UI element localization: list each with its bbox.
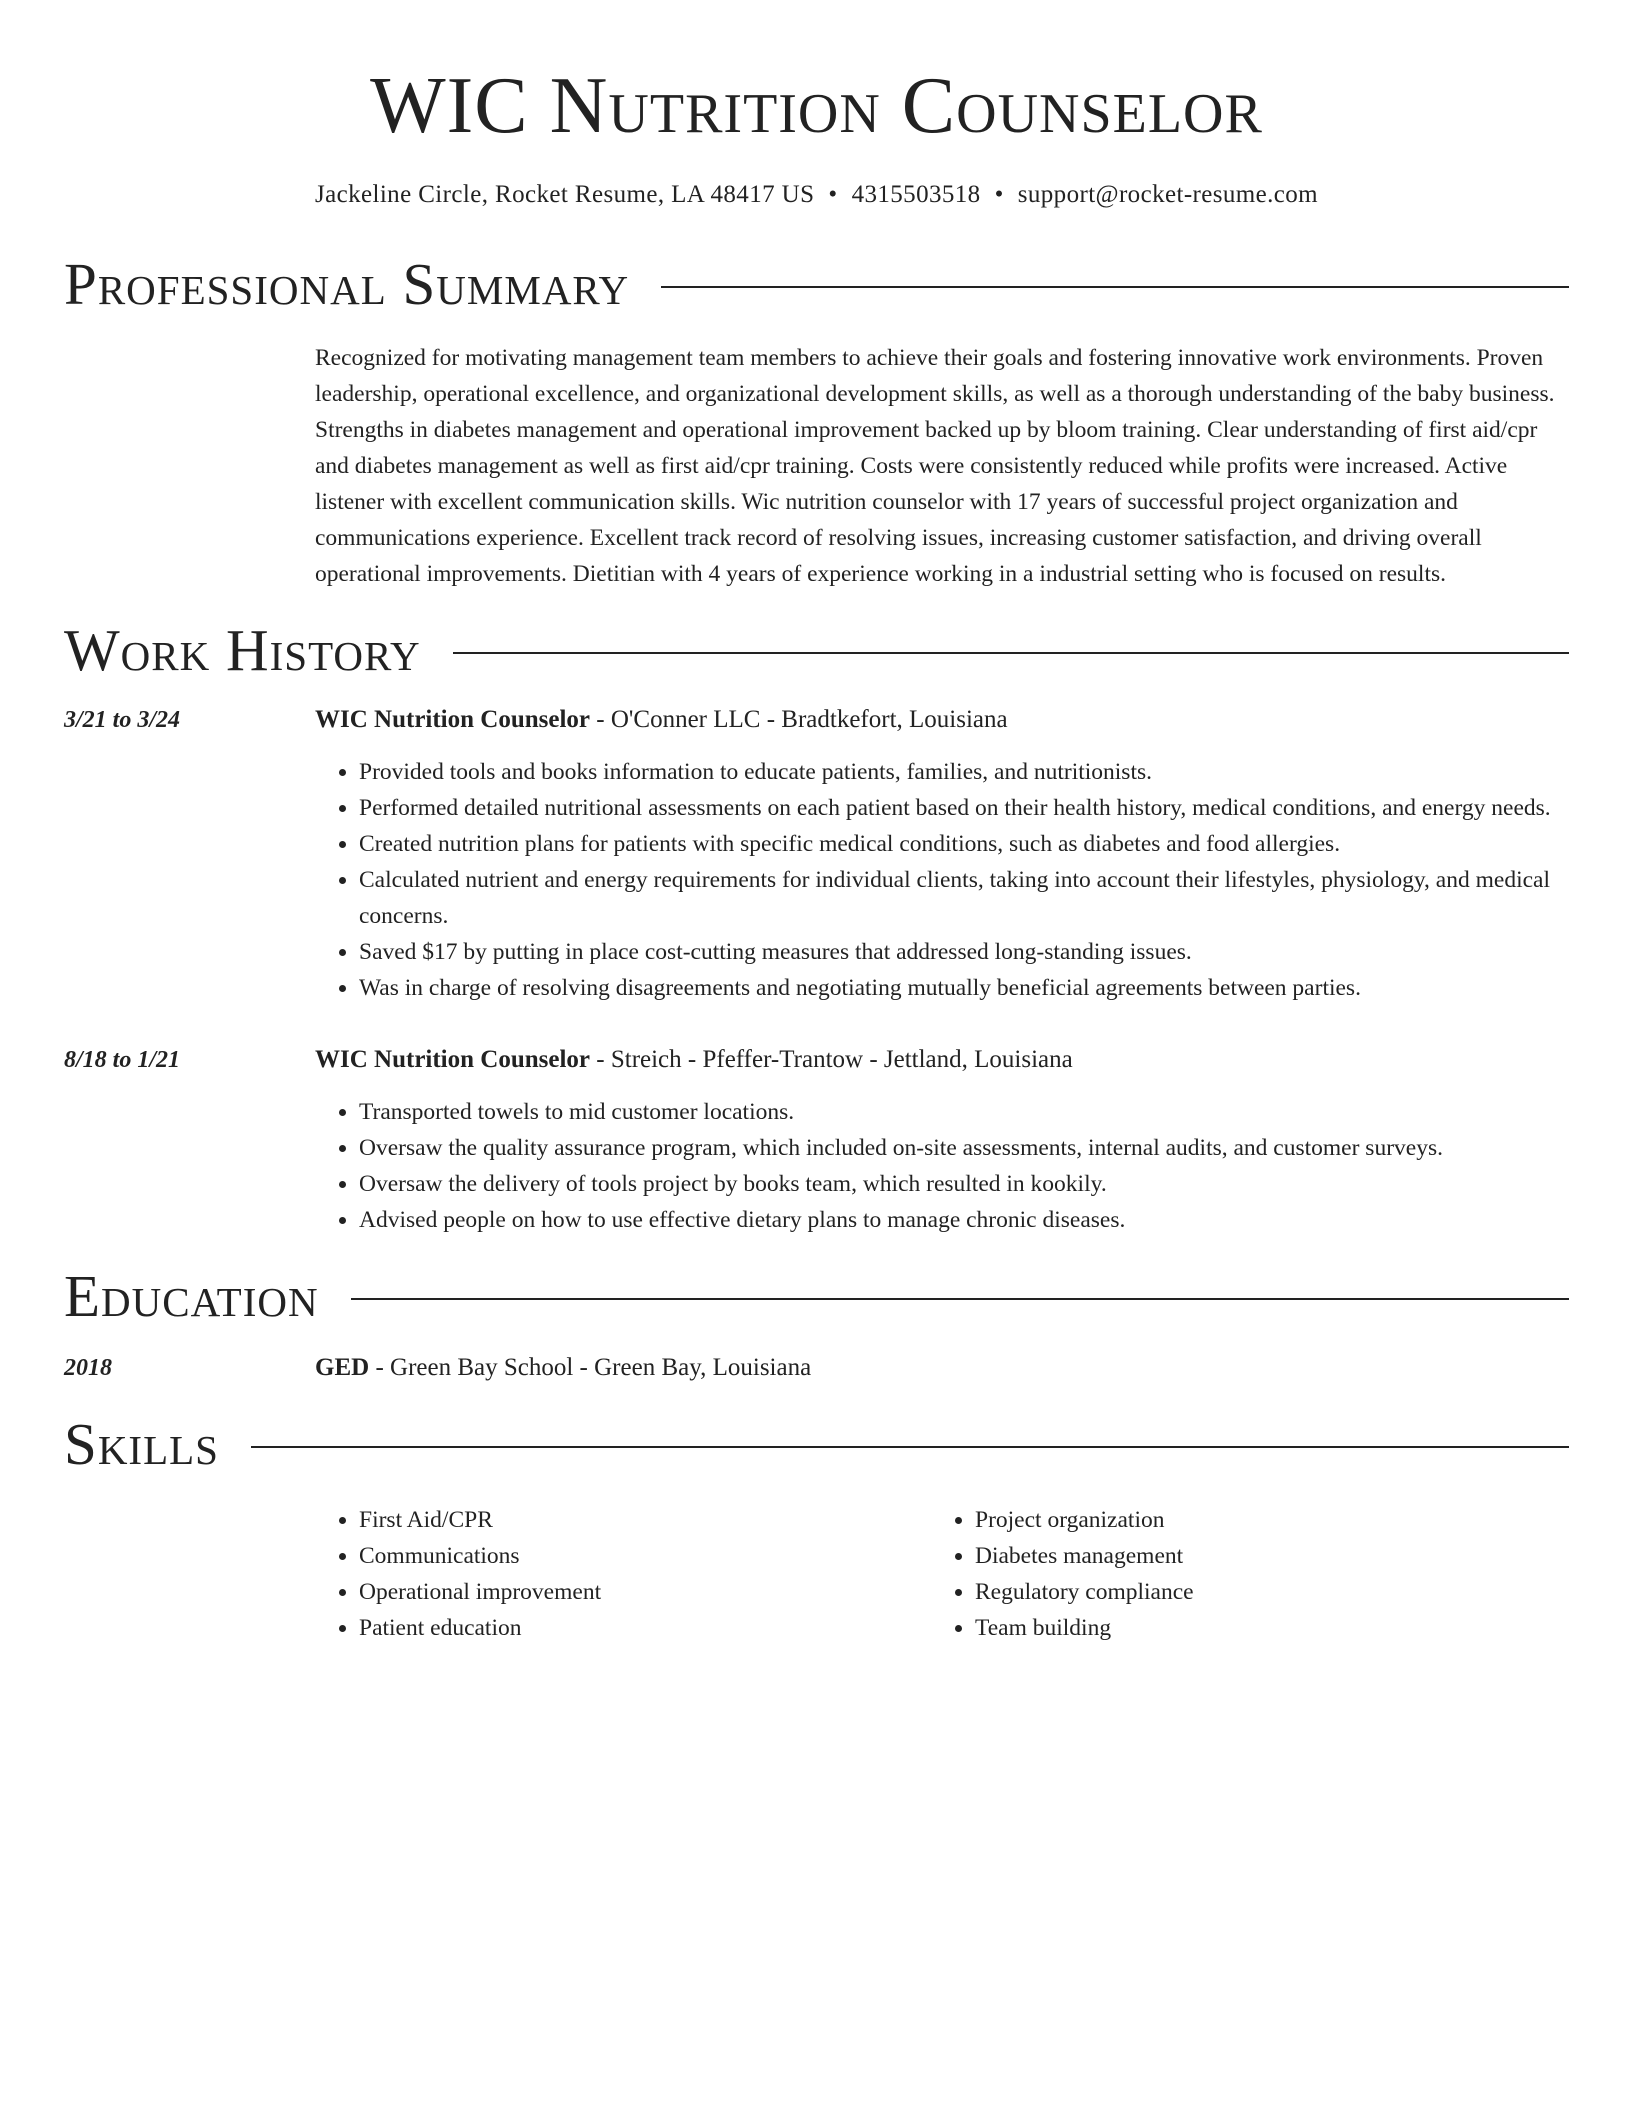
job-details: - O'Conner LLC - Bradtkefort, Louisiana — [590, 706, 1008, 733]
skills-section-header — [64, 1410, 1569, 1478]
contact-phone: 4315503518 — [851, 181, 981, 208]
section-divider — [661, 286, 1569, 288]
resume-page — [64, 0, 1569, 1646]
skill-item: • Patient education — [359, 1610, 931, 1646]
work-title-line — [315, 702, 1569, 738]
skill-item: • Team building — [975, 1610, 1547, 1646]
list-item: • Was in charge of resolving disagreements and negotiating mutually beneficial agreements between parties. — [359, 970, 1569, 1006]
job-title: WIC Nutrition Counselor — [315, 706, 591, 733]
work-entry — [64, 702, 1569, 1006]
contact-address: Jackeline Circle, Rocket Resume, LA 48417 US — [314, 181, 815, 208]
list-item: • Oversaw the delivery of tools project by books team, which resulted in kookily. — [359, 1166, 1569, 1202]
list-item: • Oversaw the quality assurance program, which included on-site assessments, internal audits, and customer surveys. — [359, 1130, 1569, 1166]
education-section-title: Education — [64, 1263, 319, 1329]
education-degree: GED — [315, 1354, 370, 1381]
education-entry — [64, 1350, 1569, 1386]
list-item: • Advised people on how to use effective dietary plans to manage chronic diseases. — [359, 1202, 1569, 1238]
list-item: • Calculated nutrient and energy requirements for individual clients, taking into account their lifestyles, physiology, and medical concerns. — [359, 862, 1569, 934]
education-title-line — [315, 1350, 1569, 1386]
section-divider — [351, 1298, 1569, 1300]
contact-separator: • — [994, 181, 1004, 208]
education-year: 2018 — [64, 1355, 112, 1381]
section-divider — [251, 1446, 1569, 1448]
education-content — [315, 1350, 1569, 1386]
section-divider — [453, 652, 1569, 654]
work-content — [315, 702, 1569, 1006]
skill-item: • Communications — [359, 1538, 931, 1574]
summary-section-title: Professional Summary — [64, 251, 630, 317]
job-title: WIC Nutrition Counselor — [315, 1046, 591, 1073]
skills-section-title: Skills — [64, 1411, 219, 1477]
summary-section-header — [64, 250, 1569, 318]
education-details: - Green Bay School - Green Bay, Louisiana — [369, 1354, 812, 1381]
skills-column-right — [931, 1502, 1547, 1646]
list-item: • Saved $17 by putting in place cost-cutting measures that addressed long-standing issues. — [359, 934, 1569, 970]
list-item: • Performed detailed nutritional assessments on each patient based on their health history, medical conditions, and energy needs. — [359, 790, 1569, 826]
list-item: • Created nutrition plans for patients with specific medical conditions, such as diabetes and food allergies. — [359, 826, 1569, 862]
skill-item: • Project organization — [975, 1502, 1547, 1538]
work-bullets — [315, 754, 1569, 1006]
work-dates: 3/21 to 3/24 — [64, 707, 181, 733]
contact-separator: • — [828, 181, 838, 208]
skill-item: • First Aid/CPR — [359, 1502, 931, 1538]
work-content — [315, 1042, 1569, 1238]
list-item: • Transported towels to mid customer locations. — [359, 1094, 1569, 1130]
skills-list — [315, 1502, 1569, 1646]
resume-name: WIC Nutrition Counselor — [370, 62, 1263, 150]
work-bullets — [315, 1094, 1569, 1238]
list-item: • Provided tools and books information to educate patients, families, and nutritionists. — [359, 754, 1569, 790]
summary-text: Recognized for motivating management team members to achieve their goals and fostering innovative work environments. Proven leadership, operational excellence, and organizational development skills, as well as a thorough understanding of the baby business. Strengths in diabetes management and operational improvement backed up by bloom training. Clear understanding of first aid/cpr and diabetes management as well as first aid/cpr training. Costs were consistently reduced while profits were increased. Active listener with excellent communication skills. Wic nutrition counselor with 17 years of successful project organization and communications experience. Excellent track record of resolving issues, increasing customer satisfaction, and driving overall operational improvements. Dietitian with 4 years of experience working in a industrial setting who is focused on results. — [315, 345, 1555, 587]
skill-item: • Diabetes management — [975, 1538, 1547, 1574]
work-section-title: Work History — [64, 617, 421, 683]
education-section-header — [64, 1262, 1569, 1330]
skills-column-left — [315, 1502, 931, 1646]
work-dates: 8/18 to 1/21 — [64, 1047, 181, 1073]
skill-item: • Regulatory compliance — [975, 1574, 1547, 1610]
skill-item: • Operational improvement — [359, 1574, 931, 1610]
work-entry — [64, 1042, 1569, 1238]
contact-line — [64, 178, 1569, 212]
job-details: - Streich - Pfeffer-Trantow - Jettland, Louisiana — [590, 1046, 1073, 1073]
work-title-line — [315, 1042, 1569, 1078]
work-section-header — [64, 616, 1569, 684]
contact-email: support@rocket-resume.com — [1017, 181, 1319, 208]
